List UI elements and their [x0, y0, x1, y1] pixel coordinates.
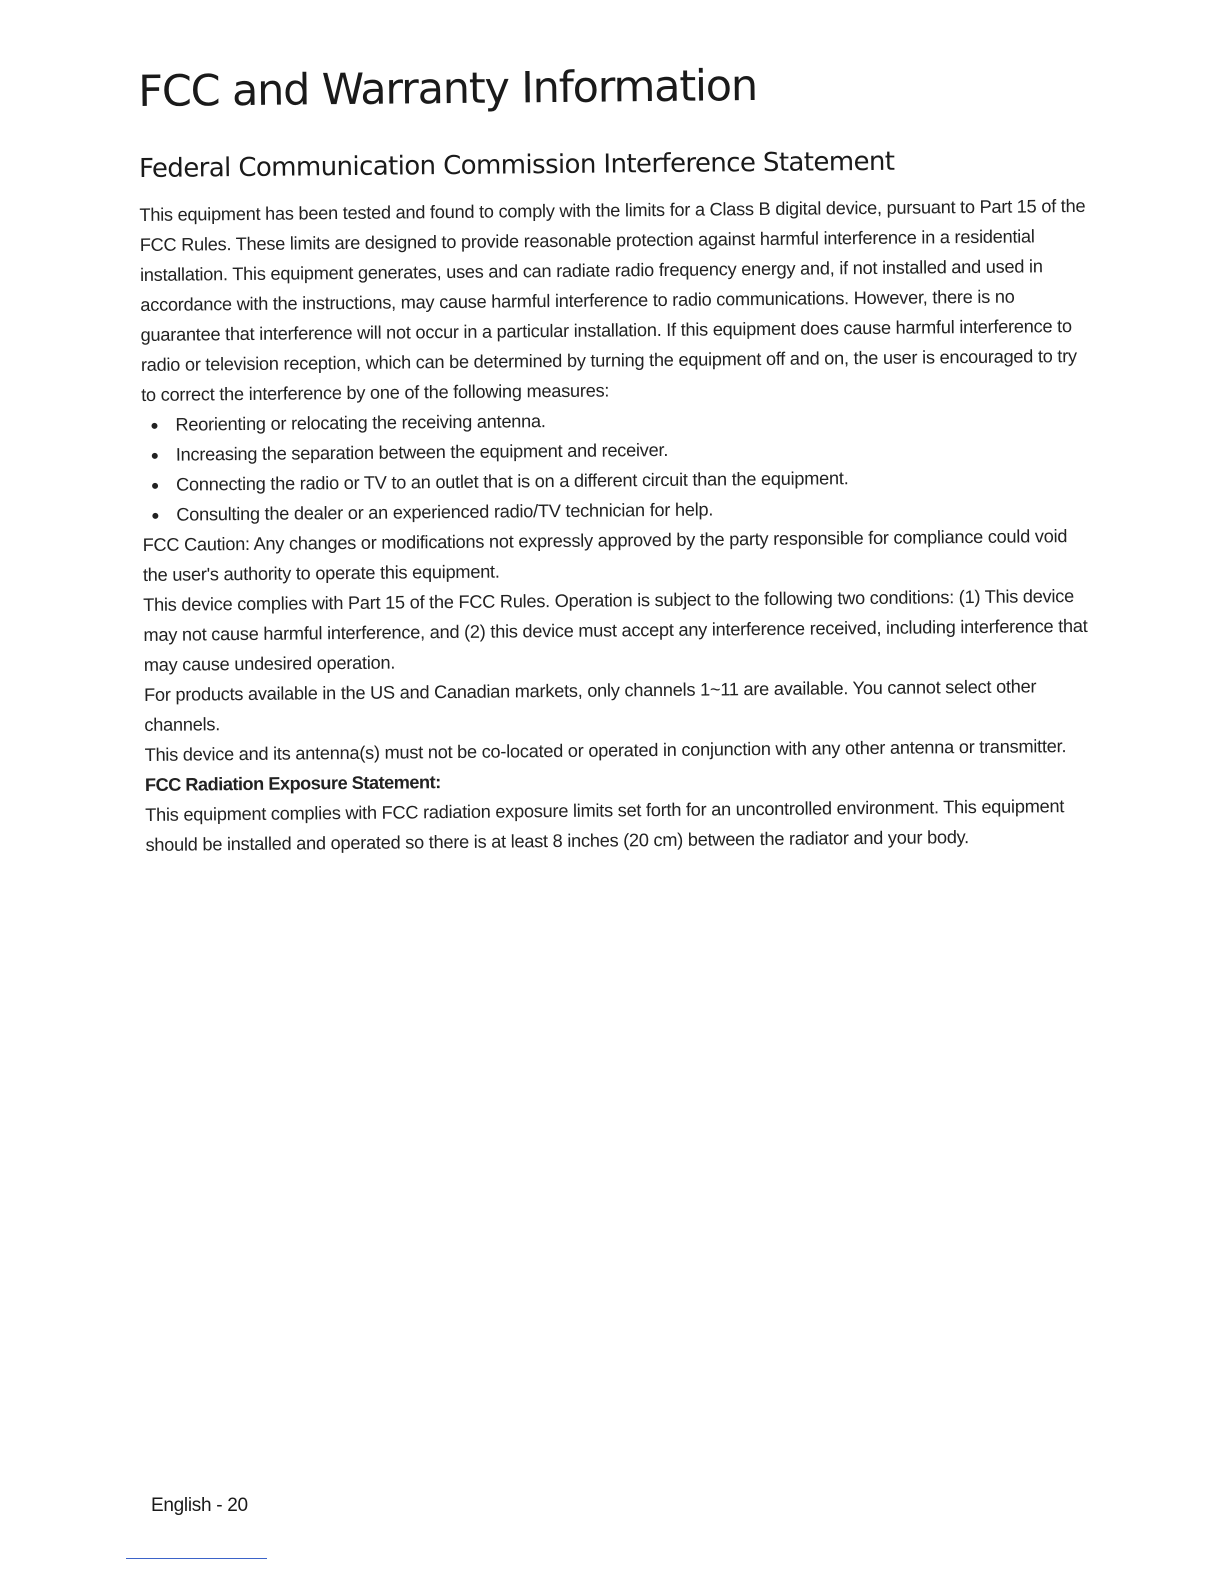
measures-list — [141, 401, 1092, 530]
list-item: Consulting the dealer or an experienced radio/TV technician for help. — [176, 491, 1092, 530]
radiation-exposure-heading: FCC Radiation Exposure Statement: — [144, 772, 441, 795]
list-item: Reorienting or relocating the receiving antenna. — [175, 401, 1091, 440]
intro-paragraph: This equipment has been tested and found to comply with the limits for a Class B digital device, pursuant to Part 15 of the FCC Rules. These limits are designed to provide reasonable protection against harmful interference in a residential installation. This equipment generates, uses and can radiate radio frequency energy and, if not installed and used in accordance with the instructions, may cause harmful interference to radio communications. However, there is no guarantee that interference will not occur in a particular installation. If this equipment does cause harmful interference to radio or television reception, which can be determined by turning the equipment off and on, the user is encouraged to try to correct the interference by one of the following measures: — [139, 195, 1086, 405]
page-content — [138, 53, 1096, 860]
list-item: Increasing the separation between the equipment and receiver. — [176, 431, 1092, 470]
radiation-exposure-paragraph: This equipment complies with FCC radiation exposure limits set forth for an uncontrolled environment. This equipment should be installed and operated so there is at least 8 inches (20 cm) between the radiator and your body. — [145, 796, 1065, 855]
footer-rule — [126, 1558, 267, 1559]
colocation-note-paragraph: This device and its antenna(s) must not be co-located or operated in conjunction with any other antenna or transmitter. — [144, 736, 1067, 765]
page-title: FCC and Warranty Information — [138, 61, 758, 117]
list-item: Connecting the radio or TV to an outlet that is on a different circuit than the equipment. — [176, 461, 1092, 500]
page-footer: English - 20 — [151, 1495, 248, 1516]
channels-note-paragraph: For products available in the US and Canadian markets, only channels 1~11 are available. You cannot select other channels. — [143, 676, 1037, 735]
part15-compliance-paragraph: This device complies with Part 15 of the FCC Rules. Operation is subject to the following two conditions: (1) This device may not cause harmful interference, and (2) this device must accept any interference received, including interference that may cause undesired operation. — [143, 586, 1088, 675]
section-heading: Federal Communication Commission Interference Statement — [138, 146, 895, 184]
fcc-caution-paragraph: FCC Caution: Any changes or modifications not expressly approved by the party responsible for compliance could void the user's authority to operate this equipment. — [142, 526, 1068, 585]
